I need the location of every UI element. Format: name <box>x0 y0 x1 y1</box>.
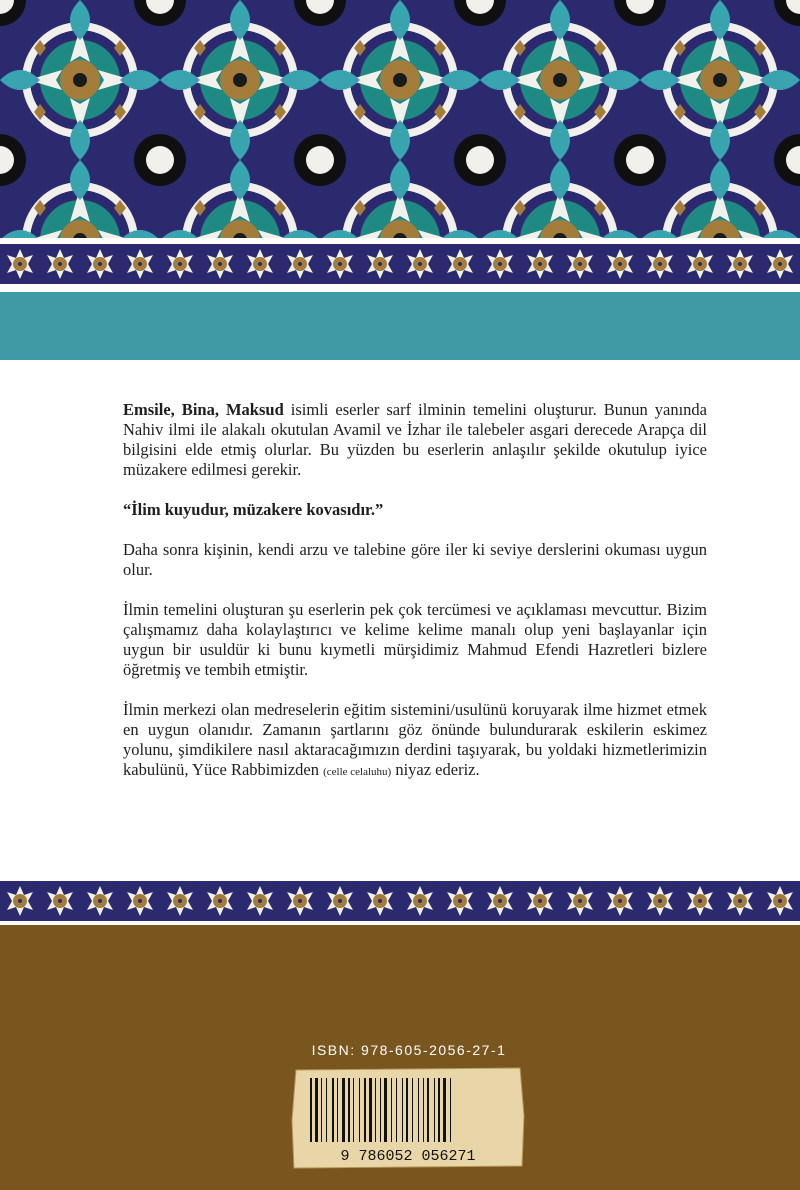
barcode-bar <box>402 1078 403 1142</box>
barcode-bar <box>369 1078 372 1142</box>
barcode-bar <box>443 1078 446 1142</box>
isbn-barcode <box>290 1066 526 1170</box>
barcode-bar <box>406 1078 408 1142</box>
barcode-bar <box>391 1078 392 1142</box>
barcode-bar <box>359 1078 360 1142</box>
barcode-bar <box>337 1078 338 1142</box>
paragraph-3: Daha sonra kişinin, kendi arzu ve talebine göre iler ki seviye derslerini okuması uygun olur. <box>123 540 707 579</box>
barcode-bar <box>321 1078 322 1142</box>
barcode-bar <box>380 1078 381 1142</box>
tile-pattern-header <box>0 0 800 238</box>
paragraph-1 <box>123 400 707 480</box>
barcode-bar <box>384 1078 387 1142</box>
barcode-bar <box>375 1078 376 1142</box>
barcode-bar <box>332 1078 334 1142</box>
quote: “İlim kuyudur, müzakere kovasıdır.” <box>123 500 384 519</box>
barcode-bar <box>450 1078 451 1142</box>
star-border-top <box>0 238 800 292</box>
barcode-bar <box>326 1078 327 1142</box>
barcode-bar <box>427 1078 429 1142</box>
star-border-bottom <box>0 876 800 926</box>
back-cover-text <box>123 400 707 802</box>
barcode-bar <box>438 1078 440 1142</box>
paragraph-1-body: isimli eserler sarf ilminin temelini oluşturur. Bunun yanında Nahiv ilmi ile alakalı okutulan Avamil ve İzhar ile talebeler asgari derecede Arapça dil bilgisini elde etmiş olurlar. Bu yüzden bu eserlerin anlaşılır şekilde okutulup iyice müzakere edilmesi gerekir. <box>123 400 707 479</box>
teal-band <box>0 292 800 360</box>
barcode-bar <box>315 1078 318 1142</box>
barcode-bar <box>348 1078 350 1142</box>
isbn-label: ISBN: 978-605-2056-27-1 <box>311 1042 507 1058</box>
barcode-bar <box>310 1078 312 1142</box>
barcode-digits: 9 786052 056271 <box>340 1148 476 1165</box>
paragraph-4: İlmin temelini oluşturan şu eserlerin pek çok tercümesi ve açıklaması mevcuttur. Bizim çalışmamız daha kolaylaştırıcı ve kelime kelime manalı olup yeni başlayanlar için uygun bir usuldür ki bunu kıymetli mürşidimiz Mahmud Efendi Hazretleri bizlere öğretmiş ve tembih etmiştir. <box>123 600 707 679</box>
barcode-bar <box>353 1078 354 1142</box>
paragraph-5-end: niyaz ederiz. <box>391 760 480 779</box>
barcode-bar <box>418 1078 419 1142</box>
honorific: (celle celaluhu) <box>323 766 392 778</box>
paragraph-5-body: İlmin merkezi olan medreselerin eğitim sistemini/usulünü koruyarak ilme hizmet etmek en uygun olanıdır. Zamanın şartlarını göz önünde bulundurarak eskilerin eskimez yolunu, şimdikilere nasıl aktaracağımızın derdini taşıyarak, bu yoldaki hizmetlerimizin kabulünü, Yüce Rabbimizden <box>123 700 707 779</box>
barcode-bar <box>364 1078 366 1142</box>
barcode-bar <box>342 1078 345 1142</box>
book-titles: Emsile, Bina, Maksud <box>123 400 284 419</box>
barcode-bar <box>396 1078 397 1142</box>
barcode-bar <box>412 1078 413 1142</box>
barcode-bar <box>423 1078 424 1142</box>
barcode-bar <box>434 1078 435 1142</box>
paragraph-5 <box>123 700 707 782</box>
